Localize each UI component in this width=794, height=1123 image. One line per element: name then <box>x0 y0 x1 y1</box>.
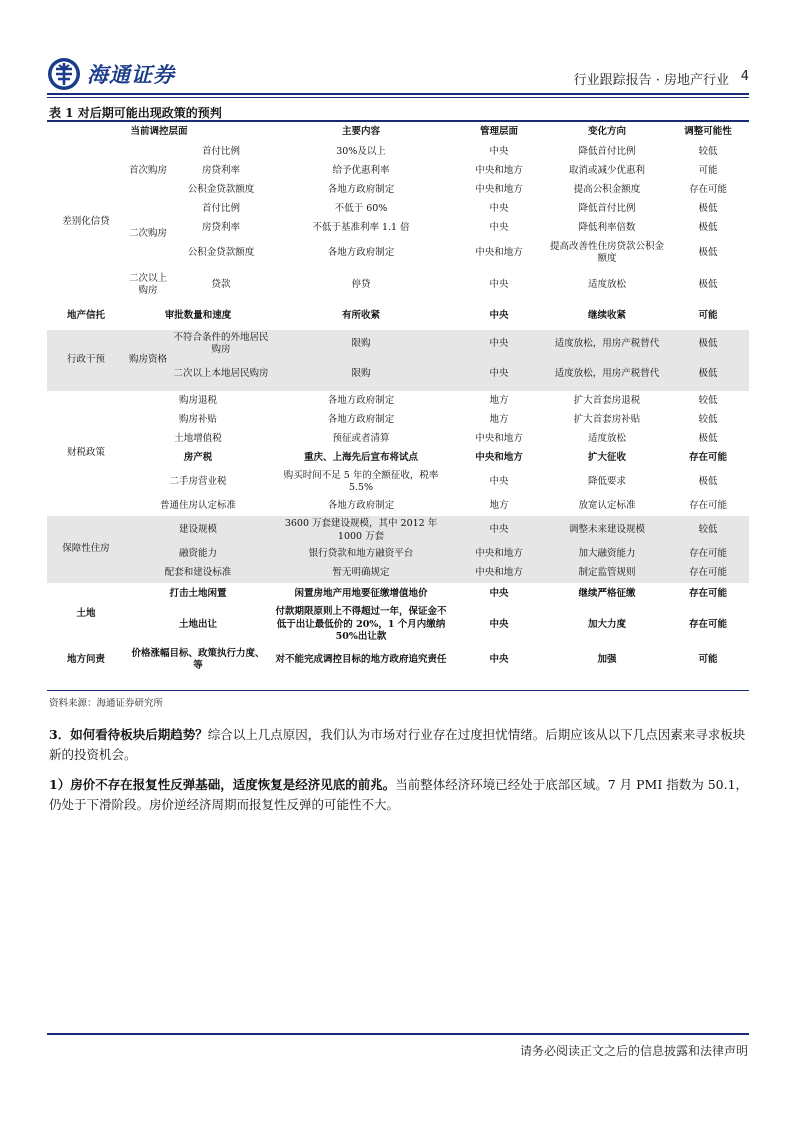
table-row <box>47 583 749 605</box>
content-cell: 给予优惠利率 <box>332 165 390 177</box>
paragraph-trend <box>49 725 749 765</box>
group-cell: 差别化信贷 <box>62 215 110 227</box>
content-cell: 付款期限原则上不得超过一年，保证金不低于出让最低价的 20%，1 个月内缴纳 50%出让款 <box>275 606 447 643</box>
table-row <box>47 142 749 162</box>
paragraph-heading: 3．如何看待板块后期趋势？ <box>49 727 208 742</box>
table-row <box>47 516 749 545</box>
item-cell: 购房补贴 <box>179 414 218 426</box>
item-cell: 不符合条件的外地居民购房 <box>171 330 271 358</box>
item-cell: 首付比例 <box>202 202 241 214</box>
possibility-cell: 较低 <box>667 516 749 545</box>
content-cell: 预征或者清算 <box>332 433 390 445</box>
level-cell: 中央 <box>489 221 509 233</box>
level-cell: 中央 <box>451 358 547 391</box>
paragraph-text: 当前整体经济环境已经处于底部区域。7 月 PMI 指数为 50.1，仍处于下滑阶段。房价逆经济周期而报复性反弹的可能性不大。 <box>49 777 749 812</box>
possibility-cell: 存在可能 <box>689 587 728 599</box>
direction-cell: 继续收紧 <box>588 309 627 321</box>
table-row <box>47 645 749 675</box>
possibility-cell: 可能 <box>698 165 718 177</box>
group-cell: 土地 <box>76 607 96 619</box>
possibility-cell: 存在可能 <box>667 545 749 564</box>
haitong-logo-icon <box>47 57 81 91</box>
subgroup-cell: 二次以上购房 <box>128 272 167 296</box>
level-cell: 中央和地方 <box>475 452 523 464</box>
table-bottom-rule <box>47 690 749 691</box>
direction-cell: 扩大征收 <box>588 452 627 464</box>
level-cell: 中央和地方 <box>475 246 523 258</box>
content-cell: 不低于基准利率 1.1 倍 <box>312 221 410 233</box>
policy-table <box>47 122 749 675</box>
item-cell: 公积金贷款额度 <box>187 184 255 196</box>
logo-text: 海通证券 <box>87 63 175 87</box>
group-cell: 地方问责 <box>66 653 105 665</box>
content-cell: 暂无明确规定 <box>271 564 451 583</box>
table-row <box>47 200 749 218</box>
content-cell: 限购 <box>271 358 451 391</box>
content-cell: 限购 <box>271 330 451 358</box>
table-row <box>47 496 749 516</box>
paragraph-heading: 1）房价不存在报复性反弹基础，适度恢复是经济见底的前兆。 <box>49 777 396 792</box>
content-cell: 各地方政府制定 <box>327 394 395 406</box>
possibility-cell: 极低 <box>667 358 749 391</box>
table-row <box>47 468 749 496</box>
item-cell: 二手房营业税 <box>169 475 227 487</box>
item-cell: 房产税 <box>183 452 213 464</box>
possibility-cell: 极低 <box>698 221 718 233</box>
item-cell: 融资能力 <box>125 545 271 564</box>
direction-cell: 扩大首套房退税 <box>573 394 641 406</box>
possibility-cell: 极低 <box>698 433 718 445</box>
header-rule <box>47 93 749 95</box>
direction-cell: 取消或减少优惠利 <box>569 165 646 177</box>
item-cell: 普通住房认定标准 <box>160 499 237 511</box>
level-cell: 中央 <box>451 516 547 545</box>
table-row <box>47 449 749 468</box>
content-cell: 各地方政府制定 <box>327 499 395 511</box>
content-cell: 重庆、上海先后宣布将试点 <box>304 452 419 464</box>
direction-cell: 降低利率倍数 <box>578 221 636 233</box>
table-row <box>47 605 749 645</box>
possibility-cell: 存在可能 <box>689 618 728 630</box>
level-cell: 地方 <box>489 414 509 426</box>
possibility-cell: 较低 <box>698 394 718 406</box>
level-cell: 中央 <box>489 145 509 157</box>
level-cell: 中央 <box>489 653 509 665</box>
paragraph-text: 综合以上几点原因，我们认为市场对行业存在过度担忧情绪。后期应该从以下几点因素来寻求板块新的投资机会。 <box>49 727 746 762</box>
direction-cell: 适度放松 <box>588 433 627 445</box>
level-cell: 中央和地方 <box>475 433 523 445</box>
content-cell: 各地方政府制定 <box>327 184 395 196</box>
content-cell: 3600 万套建设规模，其中 2012 年 1000 万套 <box>271 516 451 545</box>
subgroup-cell: 二次购房 <box>128 227 167 239</box>
group-cell: 财税政策 <box>66 447 105 459</box>
possibility-cell: 存在可能 <box>689 184 728 196</box>
possibility-cell: 存在可能 <box>667 564 749 583</box>
direction-cell: 降低首付比例 <box>578 145 636 157</box>
disclosure-notice: 请务必阅读正文之后的信息披露和法律声明 <box>519 1044 748 1058</box>
footer-rule <box>47 1033 749 1035</box>
possibility-cell: 可能 <box>698 309 718 321</box>
table-row <box>47 330 749 358</box>
level-cell: 中央和地方 <box>451 564 547 583</box>
direction-cell: 加强 <box>597 653 617 665</box>
item-cell: 土地出让 <box>179 618 218 630</box>
direction-cell: 加大融资能力 <box>547 545 667 564</box>
level-cell: 中央 <box>489 309 509 321</box>
level-cell: 地方 <box>489 394 509 406</box>
direction-cell: 降低要求 <box>588 475 627 487</box>
group-cell: 地产信托 <box>66 309 105 321</box>
content-cell: 对不能完成调控目标的地方政府追究责任 <box>275 653 447 665</box>
group-cell: 保障性住房 <box>47 516 125 583</box>
item-cell: 房贷利率 <box>202 165 241 177</box>
possibility-cell: 极低 <box>698 278 718 290</box>
col-header: 主要内容 <box>342 125 381 137</box>
item-cell: 公积金贷款额度 <box>187 246 255 258</box>
item-cell: 建设规模 <box>125 516 271 545</box>
table-row <box>47 545 749 564</box>
direction-cell: 制定监管规则 <box>547 564 667 583</box>
col-header: 管理层面 <box>480 125 519 137</box>
item-cell: 价格涨幅目标、政策执行力度、等 <box>131 647 265 671</box>
content-cell: 银行贷款和地方融资平台 <box>271 545 451 564</box>
item-cell: 购房退税 <box>179 394 218 406</box>
possibility-cell: 较低 <box>698 145 718 157</box>
possibility-cell: 较低 <box>698 414 718 426</box>
item-cell: 配套和建设标准 <box>125 564 271 583</box>
direction-cell: 提高公积金额度 <box>573 184 641 196</box>
direction-cell: 加大力度 <box>588 618 627 630</box>
table-row <box>47 564 749 583</box>
company-logo <box>47 56 175 92</box>
page-number: 4 <box>740 69 749 84</box>
direction-cell: 放宽认定标准 <box>578 499 636 511</box>
group-cell: 行政干预 <box>47 330 125 391</box>
level-cell: 中央和地方 <box>475 165 523 177</box>
col-header: 调整可能性 <box>684 125 732 137</box>
paragraph-price <box>49 775 749 815</box>
table-row <box>47 411 749 430</box>
direction-cell: 调整未来建设规模 <box>547 516 667 545</box>
item-cell: 首付比例 <box>202 145 241 157</box>
direction-cell: 降低首付比例 <box>578 202 636 214</box>
possibility-cell: 存在可能 <box>689 452 728 464</box>
item-cell: 打击土地闲置 <box>169 587 227 599</box>
content-cell: 各地方政府制定 <box>327 246 395 258</box>
level-cell: 中央 <box>489 618 509 630</box>
subgroup-cell: 首次购房 <box>128 164 167 176</box>
level-cell: 地方 <box>489 499 509 511</box>
table-row <box>47 430 749 449</box>
direction-cell: 适度放松 <box>588 278 627 290</box>
table-row <box>47 268 749 302</box>
direction-cell: 继续严格征缴 <box>578 587 636 599</box>
direction-cell: 扩大首套房补贴 <box>573 414 641 426</box>
table-title: 表 1 对后期可能出现政策的预判 <box>49 106 222 120</box>
possibility-cell: 极低 <box>698 475 718 487</box>
item-cell: 房贷利率 <box>202 221 241 233</box>
col-header: 变化方向 <box>588 125 627 137</box>
direction-cell: 适度放松，用房产税替代 <box>547 330 667 358</box>
possibility-cell: 极低 <box>698 246 718 258</box>
content-cell: 闲置房地产用地要征缴增值地价 <box>294 587 428 599</box>
possibility-cell: 存在可能 <box>689 499 728 511</box>
content-cell: 30%及以上 <box>336 145 386 157</box>
table-row <box>47 391 749 411</box>
page-header <box>47 52 749 96</box>
level-cell: 中央 <box>489 278 509 290</box>
item-cell: 土地增值税 <box>174 433 222 445</box>
content-cell: 不低于 60% <box>334 202 388 214</box>
subgroup-cell: 购房资格 <box>125 330 171 391</box>
item-cell: 二次以上本地居民购房 <box>171 358 271 391</box>
direction-cell: 适度放松，用房产税替代 <box>547 358 667 391</box>
level-cell: 中央 <box>489 202 509 214</box>
col-header: 当前调控层面 <box>130 125 188 137</box>
table-header-row <box>47 122 749 142</box>
content-cell: 各地方政府制定 <box>327 414 395 426</box>
content-cell: 有所收紧 <box>342 309 381 321</box>
level-cell: 中央 <box>489 475 509 487</box>
level-cell: 中央和地方 <box>475 184 523 196</box>
report-label: 行业跟踪报告 · 房地产行业 <box>573 73 729 88</box>
table-source: 资料来源：海通证券研究所 <box>49 698 164 709</box>
possibility-cell: 极低 <box>698 202 718 214</box>
header-rule-thin <box>47 97 749 98</box>
level-cell: 中央 <box>451 330 547 358</box>
possibility-cell: 可能 <box>698 653 718 665</box>
item-cell: 审批数量和速度 <box>164 309 232 321</box>
direction-cell: 提高改善性住房贷款公积金额度 <box>550 240 665 264</box>
content-cell: 购买时间不足 5 年的全额征收，税率 5.5% <box>283 469 439 493</box>
possibility-cell: 极低 <box>667 330 749 358</box>
level-cell: 中央 <box>489 587 509 599</box>
item-cell: 贷款 <box>211 278 231 290</box>
content-cell: 停贷 <box>351 278 371 290</box>
level-cell: 中央和地方 <box>451 545 547 564</box>
table-row <box>47 302 749 330</box>
